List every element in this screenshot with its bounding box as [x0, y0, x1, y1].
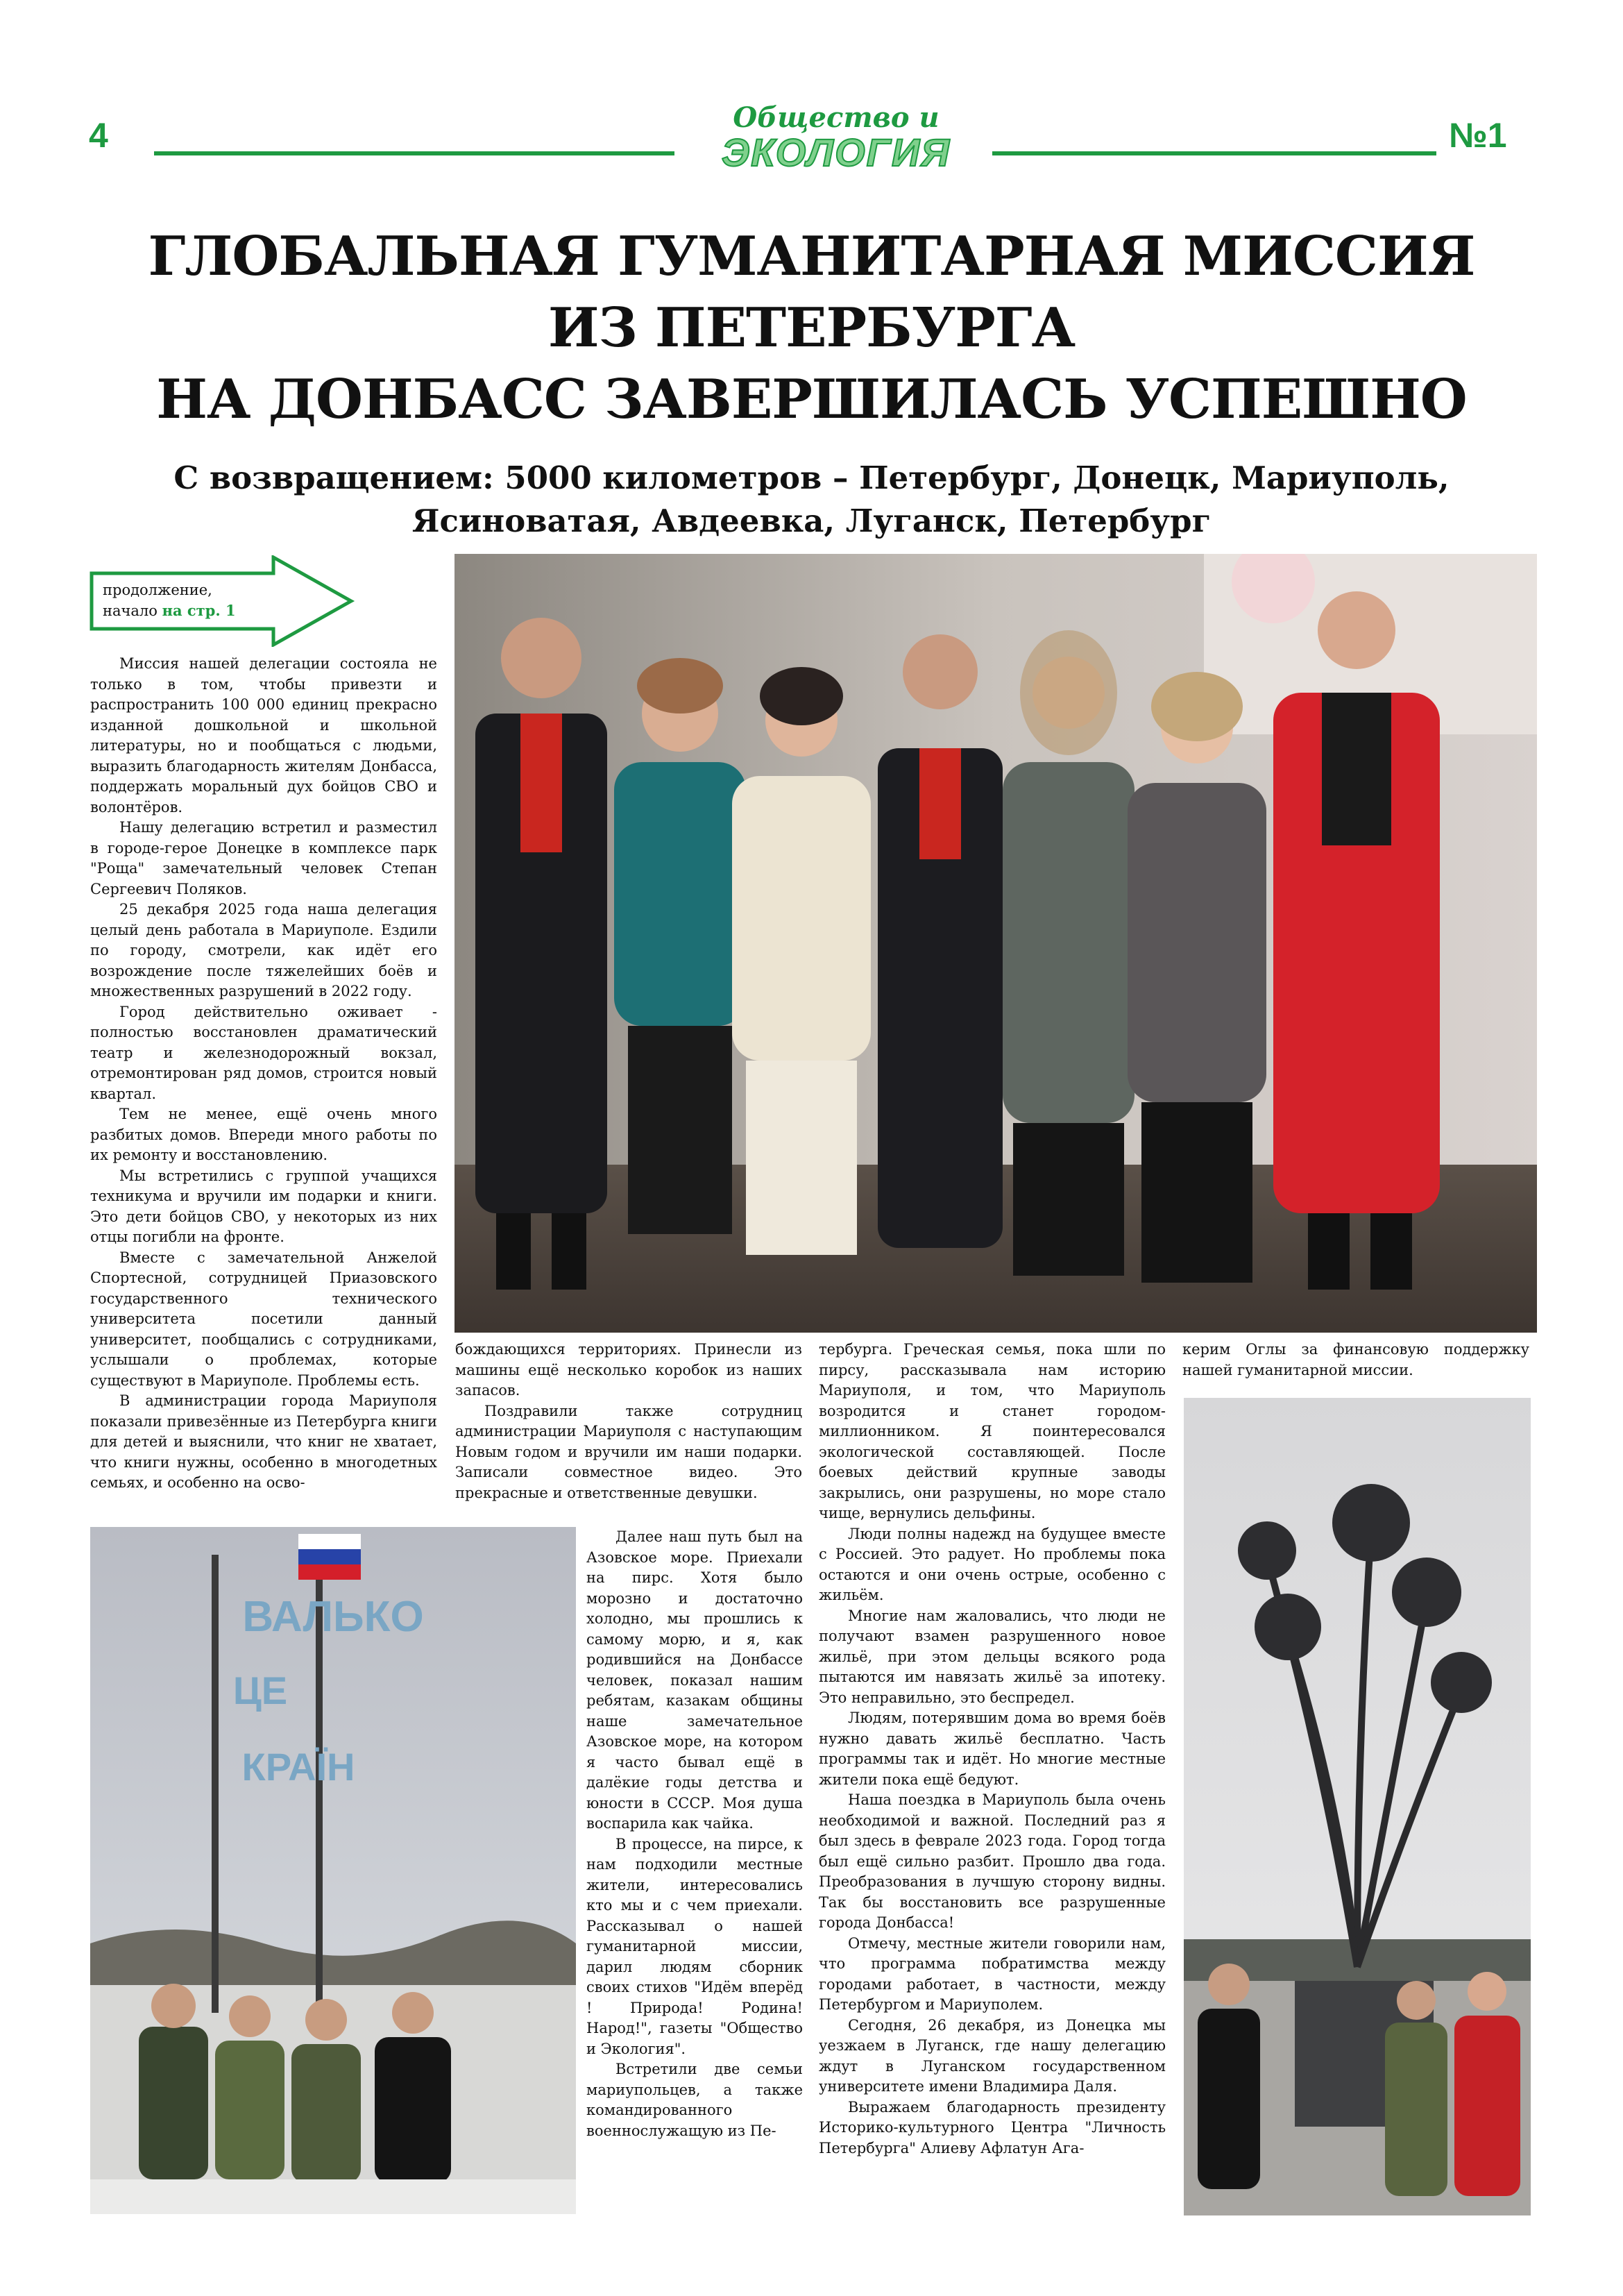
monument-photo-image — [1184, 1398, 1531, 2215]
paragraph: Миссия нашей делегации состояла не только в том, чтобы привезти и распространить 100 000 единиц прекрасно изданной дошкольной и школьной литературы, но и пообщаться с людьми, выразить благодарность жителям Донбасса, поддержать моральный дух бойцов СВО и волонтёров. — [90, 655, 437, 816]
column-2-narrow — [586, 1527, 803, 2214]
paragraph: керим Оглы за финансовую поддержку нашей гуманитарной миссии. — [1182, 1341, 1529, 1378]
paragraph: В процессе, на пирсе, к нам подходили местные жители, интересовались кто мы и с чем приехали. Рассказывал о нашей гуманитарной миссии, дарил людям сборник своих стихов "Идём вперёд ! Природа! Родина! Народ!", газеты "Общество и Экология". — [586, 1835, 803, 2057]
paragraph: Наша поездка в Мариуполь была очень необходимой и важной. Последний раз я был здесь в феврале 2023 года. Город тогда был ещё сильно разбит. Прошло два года. Преобразования в лучшую сторону видны. Так бы восстановить все разрушенные города Донбасса! — [819, 1791, 1166, 1931]
paragraph: бождающихся территориях. Принесли из машины ещё несколько коробок из наших запасов. — [455, 1341, 802, 1399]
sign-letters-2: ЦЕ — [232, 1669, 288, 1712]
page-number: 4 — [89, 116, 108, 155]
paragraph: тербурга. Греческая семья, пока шли по пирсу, рассказывала нам историю Мариуполя, и том, что Мариуполь возродится и станет городом-миллионником. Я поинтересовался экологической составляющей. После боевых действий крупные заводы закрылись, они разрушены, но море стало чище, вернулись дельфины. — [819, 1341, 1166, 1521]
paragraph: Поздравили также сотрудниц администрации Мариуполя с наступающим Новым годом и вручили им наши подарки. Записали совместное видео. Это прекрасные и ответственные девушки. — [455, 1402, 802, 1501]
masthead-top: Общество и — [733, 101, 940, 134]
headline — [104, 221, 1519, 435]
headline-line-3: НА ДОНБАСС ЗАВЕРШИЛАСЬ УСПЕШНО — [156, 368, 1467, 431]
continuation-line — [103, 600, 283, 621]
paragraph: В администрации города Мариуполя показали привезённые из Петербурга книги для детей и выяснили, что книг не хватает, что книги нужны, особенно в многодетных семьях, и особенно на осво- — [90, 1392, 437, 1491]
subtitle: С возвращением: 5000 километров – Петербург, Донецк, Мариуполь, Ясиноватая, Авдеевка, Луганск, Петербург — [173, 459, 1450, 539]
monument-photo — [1184, 1398, 1531, 2215]
column-1 — [90, 654, 437, 1517]
column-4 — [1182, 1340, 1529, 1388]
sign-letters-1: ВАЛЬКО — [242, 1593, 424, 1641]
column-3 — [819, 1340, 1166, 2249]
group-photo-image — [454, 554, 1537, 1333]
group-photo — [454, 554, 1537, 1333]
sign-photo-image — [90, 1527, 576, 2214]
paragraph: 25 декабря 2025 года наша делегация целый день работала в Мариуполе. Ездили по городу, смотрели, как идёт его возрождение после тяжелейших боёв и множественных разрушений в 2022 году. — [90, 901, 437, 999]
continuation-link[interactable]: на стр. 1 — [162, 602, 236, 619]
paragraph: Сегодня, 26 декабря, из Донецка мы уезжаем в Луганск, где нашу делегацию ждут в Луганском государственном университете имени Владимира Даля. — [819, 2016, 1166, 2095]
header-rule-right — [992, 151, 1436, 155]
paragraph: Нашу делегацию встретил и разместил в городе-герое Донецке в комплексе парк "Роща" замечательный человек Степан Сергеевич Поляков. — [90, 819, 437, 897]
paragraph: Выражаем благодарность президенту Историко-культурного Центра "Личность Петербурга" Алиеву Афлатун Ага- — [819, 2098, 1166, 2156]
masthead-bottom: ЭКОЛОГИЯ — [721, 130, 951, 174]
paragraph: Люди полны надежд на будущее вместе с Россией. Это радует. Но проблемы пока остаются и они очень острые, особенно с жильём. — [819, 1525, 1166, 1603]
issue-number: №1 — [1449, 116, 1507, 155]
paragraph: Многие нам жаловались, что люди не получают взамен разрушенного новое жильё, при этом дельцы всякого рода пытаются им навязать жильё за ипотеку. Это неправильно, это беспредел. — [819, 1607, 1166, 1706]
paragraph: Тем не менее, ещё очень много разбитых домов. Впереди много работы по их ремонту и восстановлению. — [90, 1106, 437, 1163]
sign-letters-3: КРАЇН — [241, 1745, 355, 1789]
sign-photo — [90, 1527, 576, 2214]
paragraph: Вместе с замечательной Анжелой Спортесной, сотрудницей Приазовского государственного технического университета посетили данный университет, пообщались с сотрудниками, услышали о проблемах, которые существуют в Мариуполе. Проблемы есть. — [90, 1249, 437, 1389]
column-2-top — [455, 1340, 802, 1521]
paragraph: Людям, потерявшим дома во время боёв нужно давать жильё бесплатно. Часть программы так и идёт. Но многие местные жители пока ещё бедуют. — [819, 1710, 1166, 1788]
paragraph: Встретили две семьи мариупольцев, а также командированного военнослужащую из Пе- — [586, 2061, 803, 2139]
headline-line-2: ИЗ ПЕТЕРБУРГА — [547, 296, 1076, 360]
continuation-prefix: продолжение, — [103, 582, 212, 598]
continuation-note — [103, 580, 283, 621]
header-rule-left — [154, 151, 674, 155]
continuation-start: начало — [103, 602, 158, 619]
paragraph: Мы встретились с группой учащихся техникума и вручили им подарки и книги. Это дети бойцов СВО, у некоторых из них отцы погибли на фронте. — [90, 1167, 437, 1245]
paragraph: Далее наш путь был на Азовское море. Приехали на пирс. Хотя было морозно и достаточно холодно, мы прошлись к самому морю, и я, как родившийся на Донбассе человек, показал нашим ребятам, казакам общины наше замечательное Азовское море, на котором я часто бывал ещё в далёкие годы детства и юности в СССР. Моя душа воспарила как чайка. — [586, 1528, 803, 1832]
masthead — [687, 101, 985, 180]
headline-line-1: ГЛОБАЛЬНАЯ ГУМАНИТАРНАЯ МИССИЯ — [148, 225, 1475, 288]
paragraph: Отмечу, местные жители говорили нам, что программа побратимства между городами работает, в частности, между Петербургом и Мариуполем. — [819, 1934, 1166, 2013]
paragraph: Город действительно оживает - полностью восстановлен драматический театр и железнодорожный вокзал, отремонтирован ряд домов, строится новый квартал. — [90, 1003, 437, 1102]
